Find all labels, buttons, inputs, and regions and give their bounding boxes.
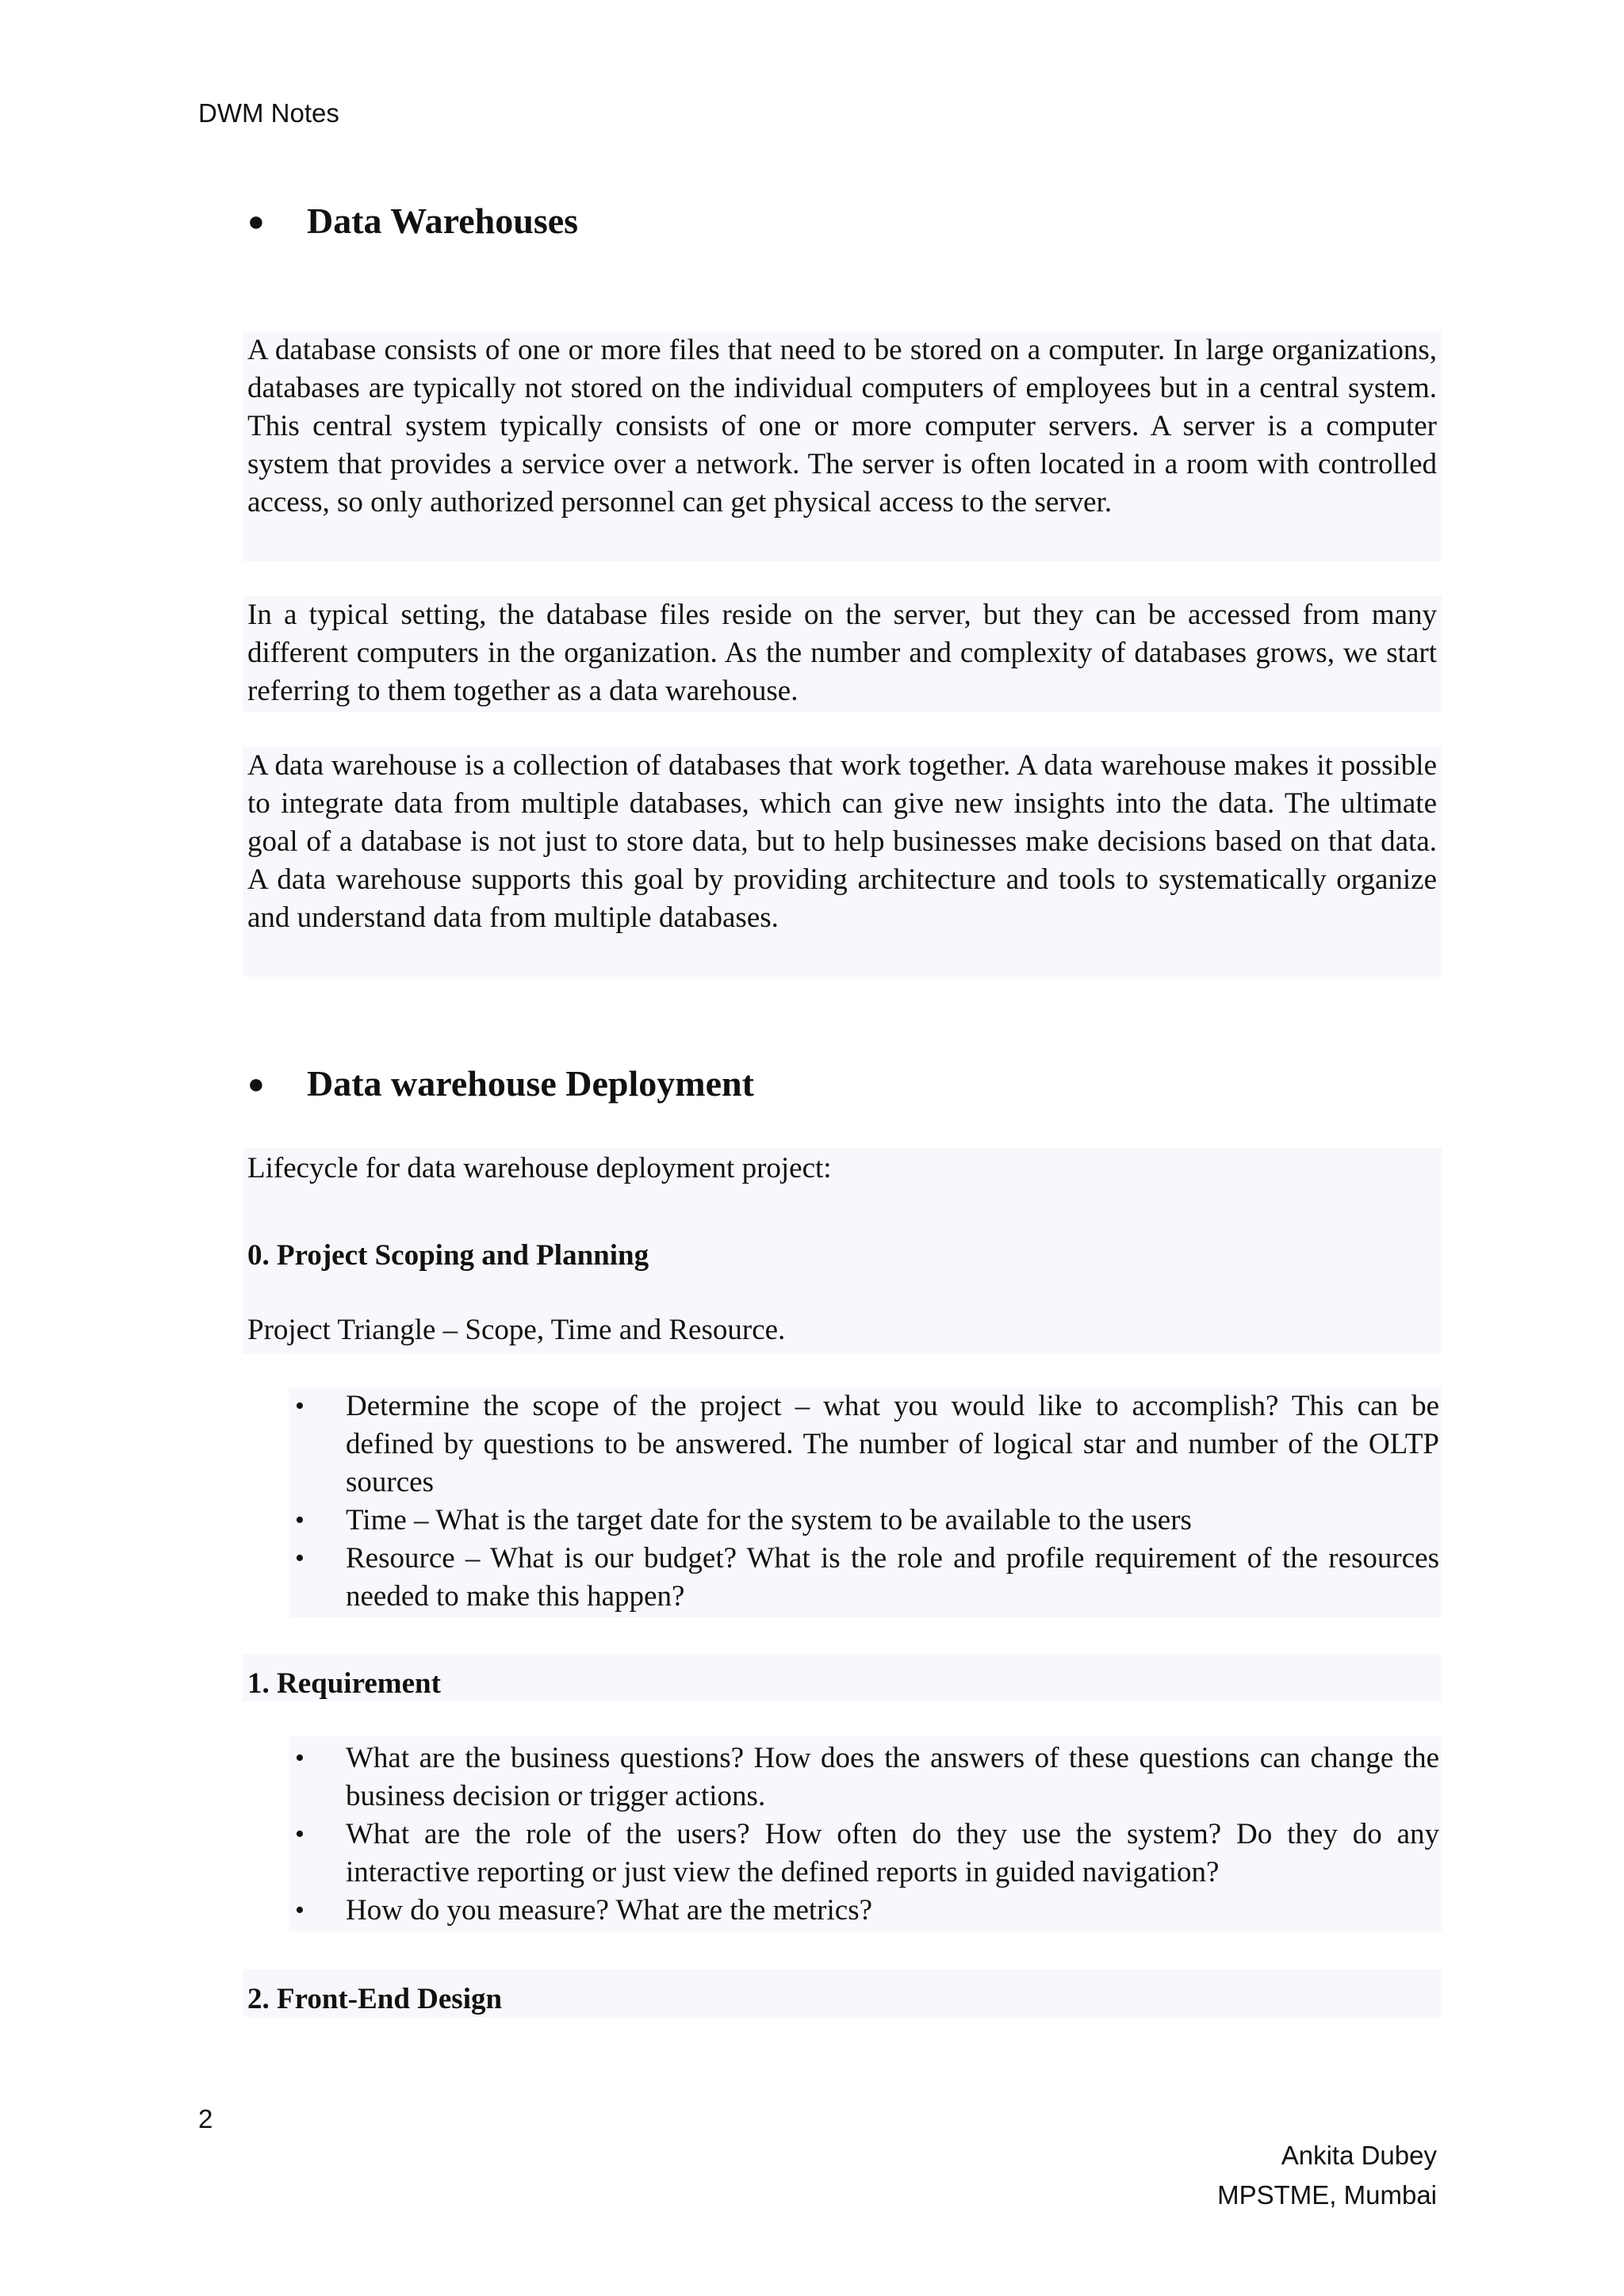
section-heading-data-warehouses — [238, 200, 578, 242]
paragraph-data-warehouse-definition: A data warehouse is a collection of databases that work together. A data warehouse makes it possible to integrate data from multiple databases, which can give new insights into the data. The ultimate goal of a database is not just to store data, but to help businesses make decisions based on that data. A data warehouse supports this goal by providing architecture and tools to systematically organize and understand data from multiple databases. — [247, 749, 1437, 934]
list-item: • Determine the scope of the project – what you would like to accomplish? This can be defined by questions to be answered. The number of logical star and number of the OLTP sources — [293, 1387, 1439, 1502]
list-item: • What are the role of the users? How often do they use the system? Do they do any interactive reporting or just view the defined reports in guided navigation? — [293, 1816, 1439, 1892]
list-item: • How do you measure? What are the metrics? — [293, 1892, 1439, 1930]
page-number: 2 — [198, 2104, 213, 2133]
step-heading-requirement: 1. Requirement — [247, 1667, 441, 1700]
page-header-title: DWM Notes — [198, 98, 339, 128]
section-title: Data warehouse Deployment — [307, 1063, 754, 1104]
lifecycle-intro: Lifecycle for data warehouse deployment project: — [247, 1152, 832, 1184]
footer-institution: MPSTME, Mumbai — [1217, 2180, 1437, 2210]
list-item: • What are the business questions? How does the answers of these questions can change the business decision or trigger actions. — [293, 1739, 1439, 1816]
project-triangle-text: Project Triangle – Scope, Time and Resource. — [247, 1314, 786, 1346]
bullet-icon: ● — [247, 205, 265, 237]
bullet-icon: ● — [247, 1067, 265, 1100]
step-heading-scoping: 0. Project Scoping and Planning — [247, 1239, 649, 1272]
scoping-bullet-list — [293, 1387, 1439, 1616]
list-item: • Time – What is the target date for the system to be available to the users — [293, 1502, 1439, 1540]
section-heading-deployment — [238, 1062, 754, 1104]
step-heading-front-end-design: 2. Front-End Design — [247, 1983, 503, 2015]
requirement-bullet-list — [293, 1739, 1439, 1930]
footer-author: Ankita Dubey — [1281, 2141, 1437, 2170]
section-title: Data Warehouses — [307, 201, 579, 241]
paragraph-typical-setting: In a typical setting, the database files reside on the server, but they can be accessed from many different computers in the organization. As the number and complexity of databases grows, we start referring to them together as a data warehouse. — [247, 599, 1437, 707]
list-item: • Resource – What is our budget? What is the role and profile requirement of the resources needed to make this happen? — [293, 1540, 1439, 1616]
paragraph-database: A database consists of one or more files that need to be stored on a computer. In large organizations, databases are typically not stored on the individual computers of employees but in a central system. This central system typically consists of one or more computer servers. A server is a computer system that provides a service over a network. The server is often located in a room with controlled access, so only authorized personnel can get physical access to the server. — [247, 334, 1437, 519]
